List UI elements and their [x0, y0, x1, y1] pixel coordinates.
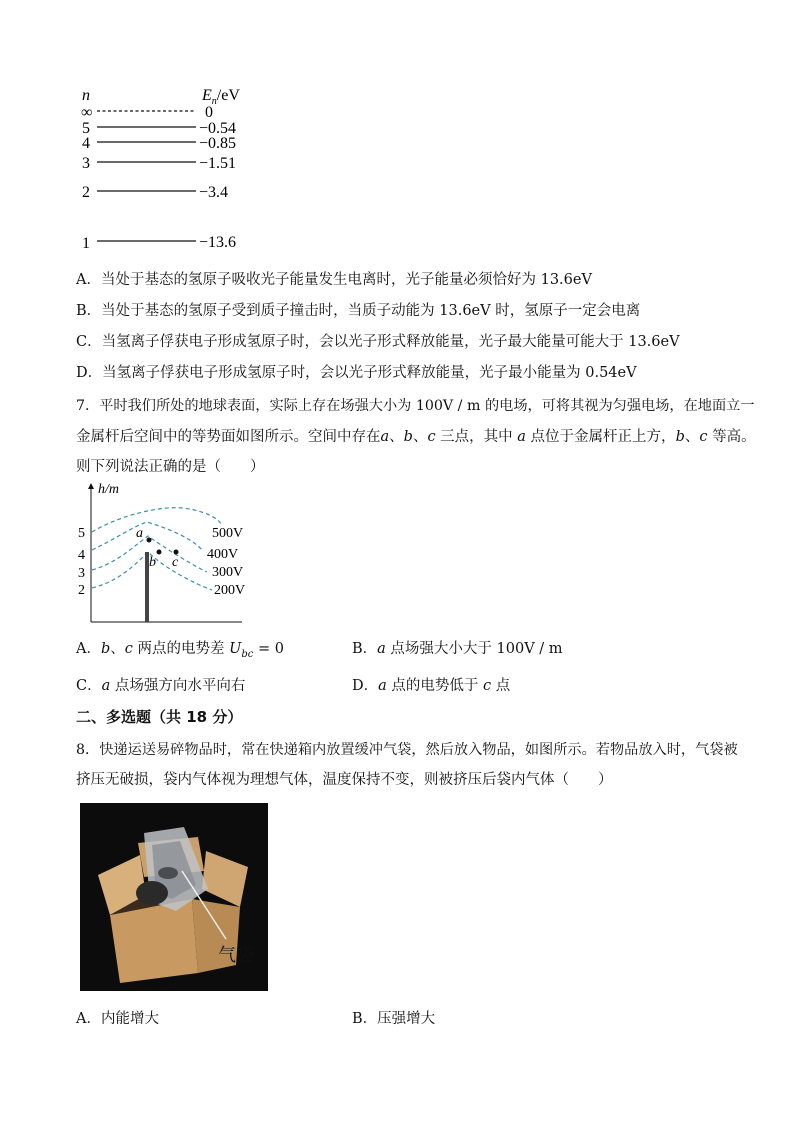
airbag-label: 气袋: [218, 945, 254, 966]
level-4-n: 4: [82, 135, 90, 152]
q8-stem-line-2: 挤压无破损，袋内气体视为理想气体，温度保持不变，则被挤压后袋内气体（ ）: [76, 772, 613, 788]
energy-level-diagram: [70, 82, 270, 254]
level-5-e: −0.54: [199, 120, 237, 137]
point-c-dot: [174, 550, 179, 555]
y-axis-label: h/m: [98, 482, 119, 497]
q7-option-b: B．a 点场强大小大于 100V / m: [352, 641, 563, 657]
level-4: [82, 135, 236, 152]
level-inf-e: 0: [205, 104, 213, 121]
level-3: [82, 155, 236, 172]
n-axis-label: n: [82, 87, 90, 104]
point-c-label: c: [172, 555, 179, 570]
level-3-n: 3: [82, 155, 90, 172]
q6-option-a: A．当处于基态的氢原子吸收光子能量发生电离时，光子能量必须恰好为 13.6eV: [76, 272, 592, 288]
y-tick-2: 2: [78, 583, 85, 598]
energy-axis-label: $E_n/eV$: [202, 87, 240, 107]
y-tick-4: 4: [78, 548, 85, 563]
point-b-label: b: [149, 555, 156, 570]
equipotential-curve-500v: [92, 508, 222, 532]
q6-option-d: D．当氢离子俘获电子形成氢原子时，会以光子形式释放能量，光子最小能量为 0.54eV: [76, 365, 637, 381]
equipotential-figure: [72, 478, 262, 628]
level-2-e: −3.4: [199, 184, 229, 201]
q7-stem-line-1: 7．平时我们所处的地球表面，实际上存在场强大小为 100V / m 的电场，可将其视为匀强电场，在地面立一: [76, 398, 755, 414]
level-5-n: 5: [82, 120, 90, 137]
q7-option-c: C．a 点场强方向水平向右: [76, 678, 246, 694]
airbag-box-illustration: [80, 803, 268, 991]
curve-label-500v: 500V: [212, 526, 244, 541]
point-b-dot: [157, 550, 162, 555]
airbag-box-photo: [80, 803, 268, 991]
level-4-e: −0.85: [199, 135, 237, 152]
q8-option-b: B．压强增大: [352, 1011, 436, 1027]
q8-option-a: A．内能增大: [76, 1011, 159, 1027]
y-tick-3: 3: [78, 566, 85, 581]
level-1-e: −13.6: [199, 234, 237, 251]
level-3-e: −1.51: [199, 155, 237, 172]
curve-label-400v: 400V: [207, 547, 239, 562]
q6-option-c: C．当氢离子俘获电子形成氢原子时，会以光子形式释放能量，光子最大能量可能大于 13.6eV: [76, 334, 680, 350]
q8-stem-line-1: 8．快递运送易碎物品时，常在快递箱内放置缓冲气袋，然后放入物品，如图所示。若物品放入时，气袋被: [76, 742, 738, 758]
section-2-title: 二、多选题（共 18 分）: [76, 708, 243, 726]
q7-stem-line-2: 金属杆后空间中的等势面如图所示。空间中存在a、b、c 三点，其中 a 点位于金属杆正上方，b、c 等高。: [76, 429, 756, 445]
q7-option-a: A．b、c 两点的电势差 $U_{bc} = 0$: [76, 641, 284, 660]
level-1: [82, 234, 236, 252]
level-2-n: 2: [82, 184, 90, 201]
level-inf: [81, 104, 213, 121]
curve-label-200v: 200V: [214, 583, 246, 598]
curve-label-300v: 300V: [212, 565, 244, 580]
point-a-dot: [147, 538, 152, 543]
q7-option-d: D．a 点的电势低于 c 点: [352, 678, 511, 694]
level-1-n: 1: [82, 235, 90, 252]
level-inf-n: ∞: [81, 104, 93, 121]
y-tick-5: 5: [78, 526, 85, 541]
point-a-label: a: [136, 526, 143, 541]
q7-stem-line-3: 则下列说法正确的是（ ）: [76, 459, 265, 475]
q6-option-b: B．当处于基态的氢原子受到质子撞击时，当质子动能为 13.6eV 时，氢原子一定会电离: [76, 303, 641, 319]
level-2: [82, 184, 228, 201]
